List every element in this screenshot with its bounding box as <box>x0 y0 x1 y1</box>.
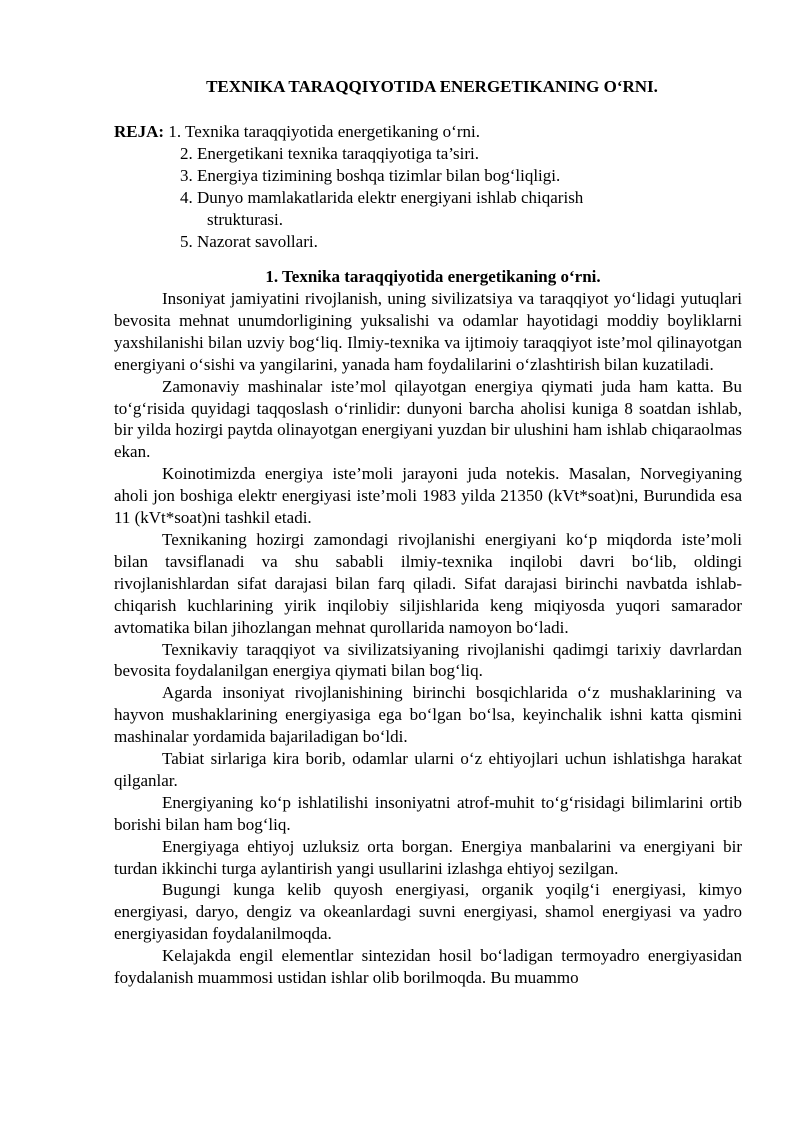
plan-item-1: 1. Texnika taraqqiyotida energetikaning o‘rni. <box>168 122 480 141</box>
plan-item-1-row <box>114 121 742 143</box>
section-heading: 1. Texnika taraqqiyotida energetikaning o‘rni. <box>265 267 601 286</box>
plan-list <box>114 121 742 253</box>
paragraph: Agarda insoniyat rivojlanishining birinchi bosqichlarida o‘z mushaklarining va hayvon mushaklarining energiyasiga ega bo‘lgan bo‘lsa, keyinchalik ishni katta qismini mashinalar yordamida bajariladigan bo‘ldi. <box>114 683 742 747</box>
paragraph: Tabiat sirlariga kira borib, odamlar ularni o‘z ehtiyojlari uchun ishlatishga harakat qilganlar. <box>114 749 742 790</box>
plan-item-2: 2. Energetikani texnika taraqqiyotiga ta’siri. <box>180 144 479 163</box>
paragraph: Insoniyat jamiyatini rivojlanish, uning sivilizatsiya va taraqqiyot yo‘lidagi yutuqlari bevosita mehnat unumdorligining yuksalishi va odamlar hayotidagi moddiy boyliklarni yaxshilanishi bilan uzviy bog‘liq. Ilmiy-texnika va ijtimoiy taraqqiyot iste’mol qilinayotgan energiyani o‘sishi va yangilarini, yanada ham foydalilarini o‘zlashtirish bilan kuzatiladi. <box>114 289 742 374</box>
plan-label: REJA: <box>114 122 165 141</box>
paragraph: Texnikaning hozirgi zamondagi rivojlanishi energiyani ko‘p miqdorda iste’moli bilan tavsiflanadi va shu sababli ilmiy-texnika inqilobi davri bo‘lib, oldingi rivojlanishlardan sifat darajasi bilan farq qiladi. Sifat darajasi birinchi navbatda ishlab-chiqarish kuchlarining yirik inqilobiy siljishlarida keng miqiyosda yuqori samarador avtomatika bilan jihozlangan mehnat qurollarida namoyon bo‘ladi. <box>114 529 742 637</box>
paragraph: Zamonaviy mashinalar iste’mol qilayotgan energiya qiymati juda ham katta. Bu to‘g‘risida quyidagi taqqoslash o‘rinlidir: dunyoni barcha aholisi kuniga 8 soatdan ishlab, bir yilda hozirgi paytda olinayotgan energiyani yuzdan bir ulushini ham ishlab chiqaraolmas ekan. <box>114 376 742 462</box>
paragraph: Energiyaning ko‘p ishlatilishi insoniyatni atrof-muhit to‘g‘risidagi bilimlarini ortib borishi bilan ham bog‘liq. <box>114 792 742 834</box>
paragraph: Koinotimizda energiya iste’moli jarayoni juda notekis. Masalan, Norvegiyaning aholi jon boshiga elektr energiyasi iste’moli 1983 yilda 21350 (kVt*soat)ni, Burundida esa 11 (kVt*soat)ni tashkil etadi. <box>114 464 742 528</box>
plan-item-4: 4. Dunyo mamlakatlarida elektr energiyani ishlab chiqarish <box>180 188 584 207</box>
plan-item-4-continuation: strukturasi. <box>207 210 284 229</box>
paragraph: Texnikaviy taraqqiyot va sivilizatsiyaning rivojlanishi qadimgi tarixiy davrlardan bevosita foydalanilgan energiya qiymati bilan bog‘liq. <box>114 639 742 681</box>
document-page <box>114 76 742 989</box>
plan-item-3: 3. Energiya tizimining boshqa tizimlar bilan bog‘liqligi. <box>180 166 561 185</box>
paragraph: Energiyaga ehtiyoj uzluksiz orta borgan. Energiya manbalarini va energiyani bir turdan ikkinchi turga aylantirish yangi usullarini izlashga ehtiyoj sezilgan. <box>114 836 742 878</box>
paragraph: Bugungi kunga kelib quyosh energiyasi, organik yoqilg‘i energiyasi, kimyo energiyasi, daryo, dengiz va okeanlardagi suvni energiyasi, shamol energiyasi va yadro energiyasidan foydalanilmoqda. <box>114 880 742 944</box>
paragraph: Kelajakda engil elementlar sintezidan hosil bo‘ladigan termoyadro energiyasidan foydalanish muammosi ustidan ishlar olib borilmoqda. Bu muammo <box>114 946 742 988</box>
document-title: TEXNIKA TARAQQIYOTIDA ENERGETIKANING O‘RNI. <box>206 77 658 96</box>
plan-item-5: 5. Nazorat savollari. <box>180 232 318 251</box>
